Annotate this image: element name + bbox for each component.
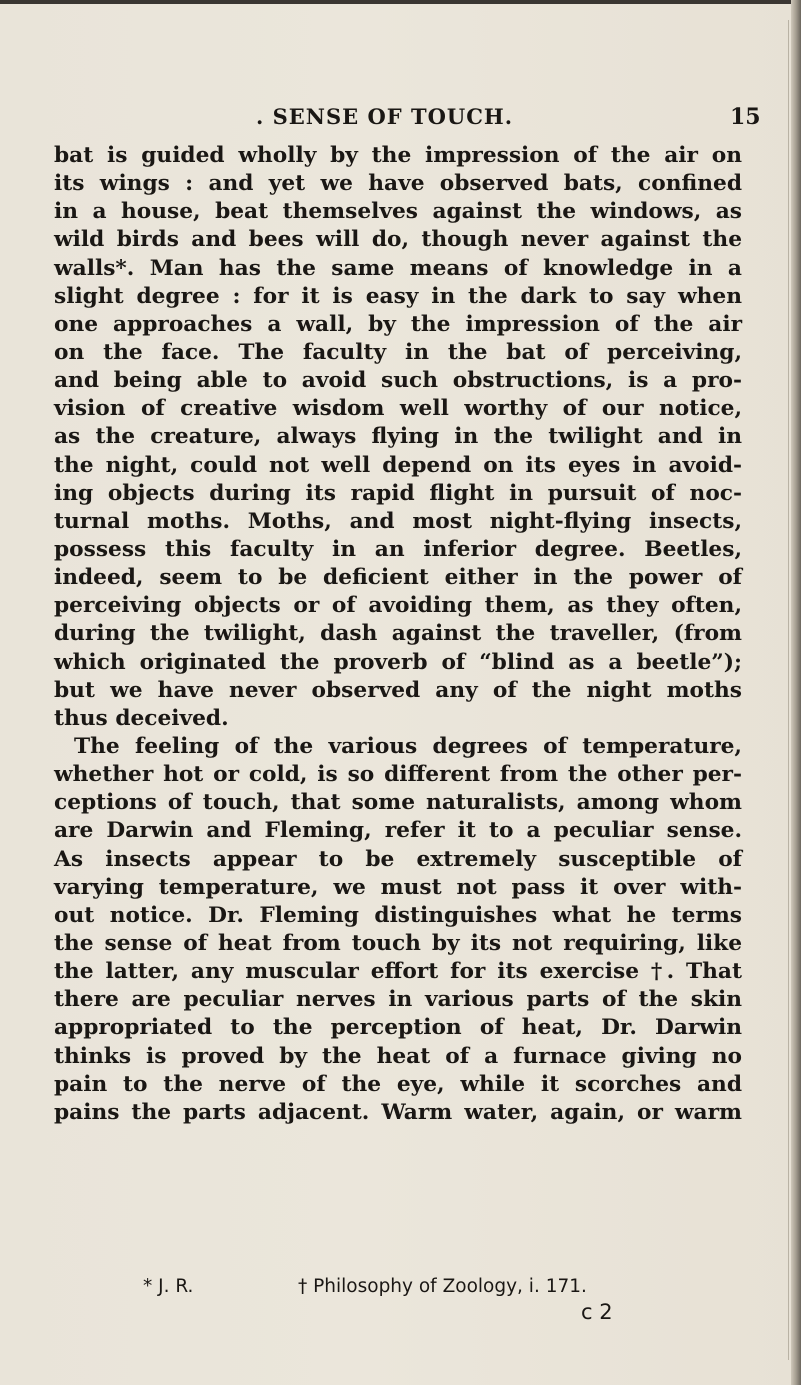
signature-mark: c 2: [581, 1300, 613, 1324]
text-line: whether hot or cold, is so different from the other per-: [54, 762, 742, 788]
page-binding-edge: [791, 0, 801, 1385]
text-line: as the creature, always flying in the twilight and in: [54, 424, 742, 450]
text-line: its wings : and yet we have observed bats, confined: [54, 171, 742, 197]
text-line: which originated the proverb of “blind as a beetle”);: [54, 649, 742, 675]
text-line: in a house, beat themselves against the windows, as: [54, 199, 742, 225]
text-line: are Darwin and Fleming, refer it to a peculiar sense.: [54, 818, 742, 844]
text-line: vision of creative wisdom well worthy of our notice,: [54, 396, 742, 422]
text-line: ceptions of touch, that some naturalists, among whom: [54, 790, 742, 816]
text-line: during the twilight, dash against the traveller, (from: [54, 621, 742, 647]
text-line: indeed, seem to be deficient either in the power of: [54, 565, 742, 591]
text-line: on the face. The faculty in the bat of perceiving,: [54, 339, 742, 365]
text-line: and being able to avoid such obstructions, is a pro-: [54, 368, 742, 394]
running-head: . SENSE OF TOUCH.: [256, 104, 514, 129]
page-header: [0, 104, 801, 134]
text-line: possess this faculty in an inferior degree. Beetles,: [54, 536, 742, 562]
text-line: but we have never observed any of the night moths: [54, 677, 742, 703]
page-fold-line: [788, 20, 789, 1360]
text-line: out notice. Dr. Fleming distinguishes what he terms: [54, 902, 742, 928]
text-line: there are peculiar nerves in various parts of the skin: [54, 987, 742, 1013]
text-line: The feeling of the various degrees of temperature,: [74, 733, 742, 759]
page-top-edge: [0, 0, 801, 4]
footnotes: [0, 1276, 801, 1304]
footnote-asterisk: * J. R.: [143, 1276, 194, 1297]
text-line: thus deceived.: [54, 705, 229, 731]
footnote-dagger: † Philosophy of Zoology, i. 171.: [298, 1276, 587, 1297]
text-line: the sense of heat from touch by its not requiring, like: [54, 930, 742, 956]
text-line: one approaches a wall, by the impression of the air: [54, 311, 742, 337]
text-line: slight degree : for it is easy in the dark to say when: [54, 283, 742, 309]
text-line: thinks is proved by the heat of a furnace giving no: [54, 1043, 742, 1069]
text-line: wild birds and bees will do, though never against the: [54, 227, 742, 253]
text-line: perceiving objects or of avoiding them, as they often,: [54, 593, 742, 619]
text-line: pains the parts adjacent. Warm water, again, or warm: [54, 1099, 742, 1125]
text-line: turnal moths. Moths, and most night-flying insects,: [54, 508, 742, 534]
text-line: appropriated to the perception of heat, Dr. Darwin: [54, 1015, 742, 1041]
text-line: bat is guided wholly by the impression of the air on: [54, 143, 742, 168]
text-line: the night, could not well depend on its eyes in avoid-: [54, 452, 742, 478]
text-line: As insects appear to be extremely susceptible of: [54, 846, 742, 872]
text-line: the latter, any muscular effort for its exercise †. That: [54, 959, 742, 985]
text-line: pain to the nerve of the eye, while it scorches and: [54, 1071, 742, 1097]
text-line: varying temperature, we must not pass it over with-: [54, 874, 742, 900]
text-line: ing objects during its rapid flight in pursuit of noc-: [54, 480, 742, 506]
text-line: walls*. Man has the same means of knowledge in a: [54, 255, 742, 281]
body-text: [54, 142, 742, 1127]
page-number: 15: [730, 104, 761, 130]
